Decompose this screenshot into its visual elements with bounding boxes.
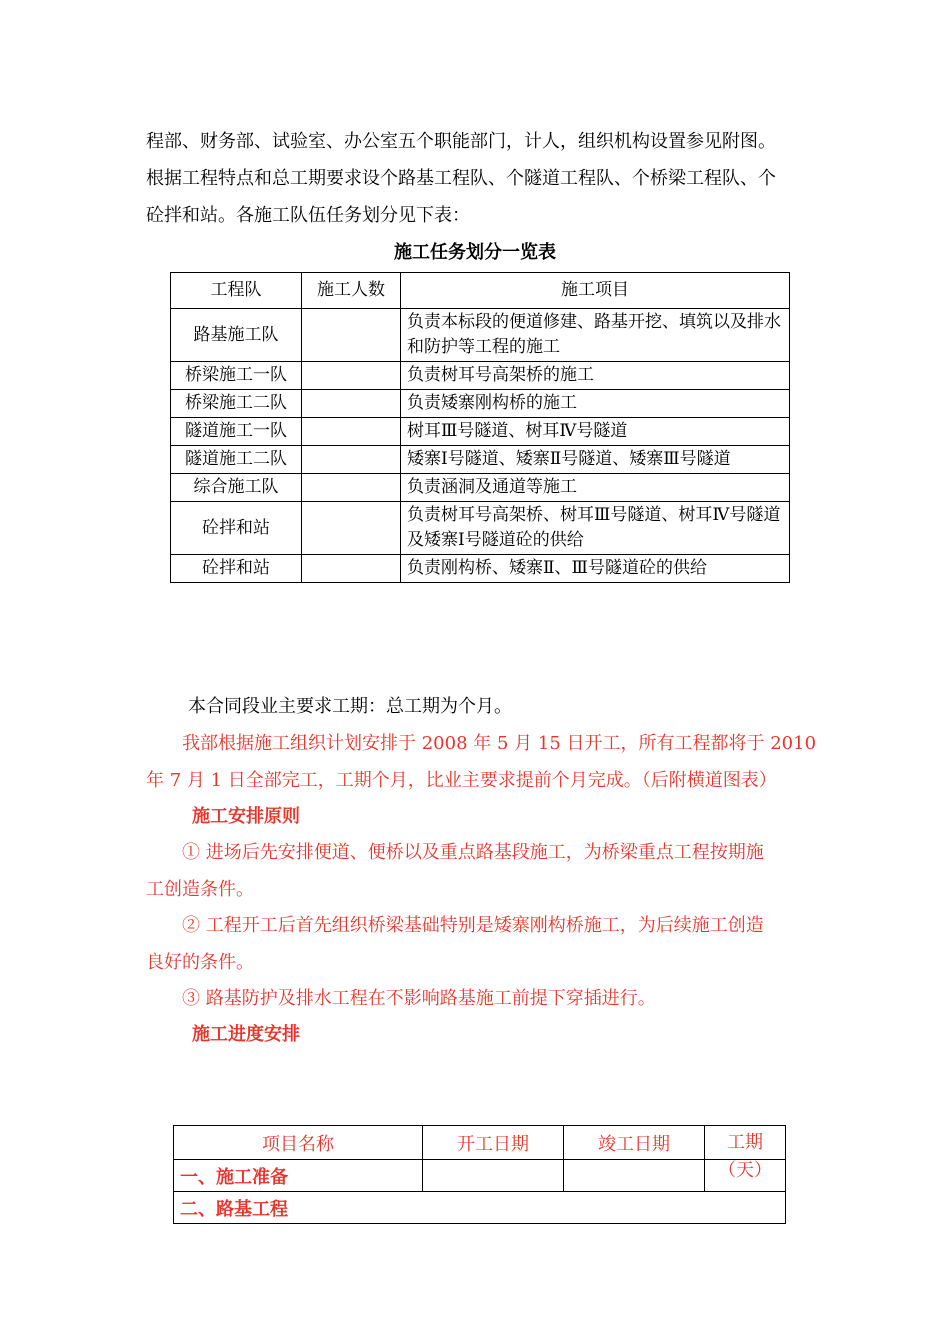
table-row [171,474,790,502]
team-cell: 综合施工队 [171,474,302,502]
task-table [170,272,790,583]
table-row [171,362,790,390]
header-duration [705,1126,786,1181]
schedule-item-cell: 二、路基工程 [174,1192,786,1224]
team-cell: 路基施工队 [171,309,302,362]
table-row [171,390,790,418]
team-cell: 隧道施工二队 [171,446,302,474]
principle-line-1: ① 进场后先安排便道、便桥以及重点路基段施工，为桥梁重点工程按期施 [182,842,764,863]
team-cell: 砼拌和站 [171,502,302,555]
schedule-item-cell: 一、施工准备 [174,1160,423,1192]
principle-line-2: 工创造条件。 [146,879,254,900]
start-date-cell [423,1160,564,1192]
team-cell: 桥梁施工一队 [171,362,302,390]
duration-note: 本合同段业主要求工期：总工期为个月。 [188,696,512,717]
task-cell: 负责矮寨刚构桥的施工 [401,390,790,418]
intro-line-3: 砼拌和站。各施工队伍任务划分见下表： [146,205,470,226]
count-cell [302,502,401,555]
task-cell: 树耳Ⅲ号隧道、树耳Ⅳ号隧道 [401,418,790,446]
table-row [174,1192,786,1224]
count-cell [302,418,401,446]
task-cell: 负责树耳号高架桥的施工 [401,362,790,390]
team-cell: 砼拌和站 [171,555,302,583]
schedule-heading: 施工进度安排 [192,1024,300,1045]
end-date-cell [564,1160,705,1192]
count-cell [302,362,401,390]
table-row [171,309,790,362]
principles-heading: 施工安排原则 [192,806,300,827]
task-cell: 负责本标段的便道修建、路基开挖、填筑以及排水和防护等工程的施工 [401,309,790,362]
task-cell: 负责刚构桥、矮寨Ⅱ、Ⅲ号隧道砼的供给 [401,555,790,583]
principle-line-4: 良好的条件。 [146,952,254,973]
plan-line-1: 我部根据施工组织计划安排于 2008 年 5 月 15 日开工，所有工程都将于 2010 [182,733,817,754]
header-end-date: 竣工日期 [564,1126,705,1160]
count-cell [302,390,401,418]
schedule-table-header [174,1126,786,1160]
header-team: 工程队 [171,273,302,309]
intro-line-1: 程部、财务部、试验室、办公室五个职能部门，计人，组织机构设置参见附图。 [146,131,776,152]
table-title: 施工任务划分一览表 [394,242,556,263]
task-cell: 矮寨Ⅰ号隧道、矮寨Ⅱ号隧道、矮寨Ⅲ号隧道 [401,446,790,474]
table-row [171,502,790,555]
plan-line-2: 年 7 月 1 日全部完工，工期个月，比业主要求提前个月完成。（后附横道图表） [146,770,777,791]
header-start-date: 开工日期 [423,1126,564,1160]
principle-line-3: ② 工程开工后首先组织桥梁基础特别是矮寨刚构桥施工，为后续施工创造 [182,915,764,936]
table-row [171,446,790,474]
team-cell: 桥梁施工二队 [171,390,302,418]
principle-line-5: ③ 路基防护及排水工程在不影响路基施工前提下穿插进行。 [182,988,656,1009]
table-row [174,1160,786,1192]
header-item-name: 项目名称 [174,1126,423,1160]
schedule-table [173,1125,786,1224]
intro-line-2: 根据工程特点和总工期要求设个路基工程队、个隧道工程队、个桥梁工程队、个 [146,168,776,189]
count-cell [302,474,401,502]
header-count: 施工人数 [302,273,401,309]
task-cell: 负责涵洞及通道等施工 [401,474,790,502]
task-table-header [171,273,790,309]
task-cell: 负责树耳号高架桥、树耳Ⅲ号隧道、树耳Ⅳ号隧道及矮寨Ⅰ号隧道砼的供给 [401,502,790,555]
header-duration-text: 工期（天） [718,1131,772,1181]
count-cell [302,446,401,474]
team-cell: 隧道施工一队 [171,418,302,446]
table-row [171,418,790,446]
count-cell [302,555,401,583]
count-cell [302,309,401,362]
table-row [171,555,790,583]
header-task: 施工项目 [401,273,790,309]
